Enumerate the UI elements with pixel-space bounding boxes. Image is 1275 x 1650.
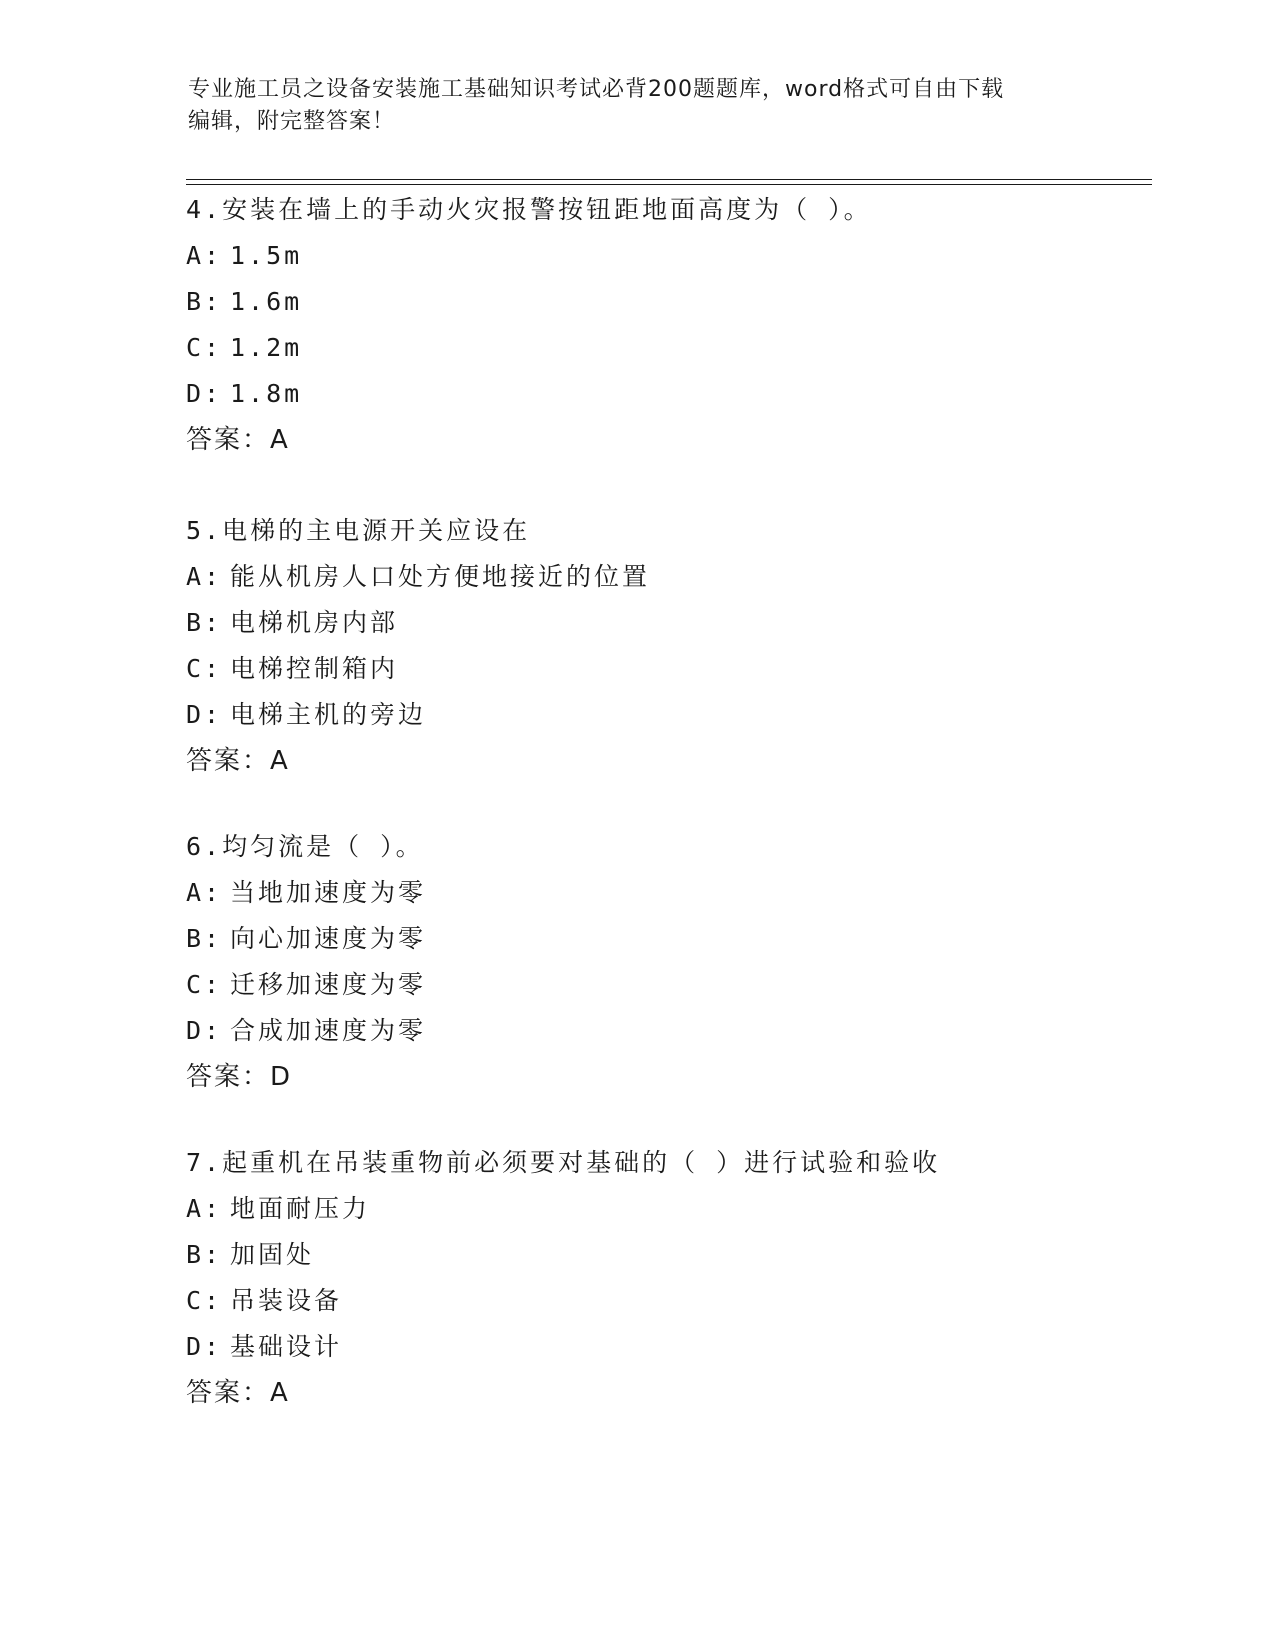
option-letter: D: <box>186 379 223 408</box>
option-letter: D: <box>186 700 223 729</box>
question-block <box>186 824 1146 1100</box>
option-text: 向心加速度为零 <box>230 924 427 953</box>
option-letter: C: <box>186 970 223 999</box>
question-title: 4.安装在墙上的手动火灾报警按钮距地面高度为（ ）。 <box>186 195 872 224</box>
answer-value: A <box>270 746 290 776</box>
option-text: 1.8m <box>230 379 303 408</box>
option-text: 加固处 <box>230 1240 315 1269</box>
option-text: 迁移加速度为零 <box>230 970 427 999</box>
header-line-1: 专业施工员之设备安装施工基础知识考试必背200题题库，word格式可自由下载 <box>188 77 1005 102</box>
option-c <box>186 646 1146 692</box>
header-line-2: 编辑，附完整答案！ <box>188 109 396 134</box>
option-text: 当地加速度为零 <box>230 878 427 907</box>
option-letter: C: <box>186 654 223 683</box>
option-letter: B: <box>186 924 223 953</box>
option-letter: B: <box>186 1240 223 1269</box>
option-d <box>186 1324 1146 1370</box>
option-letter: A: <box>186 562 223 591</box>
answer-line <box>186 417 1146 463</box>
option-d <box>186 1008 1146 1054</box>
option-text: 电梯控制箱内 <box>230 654 399 683</box>
option-a <box>186 233 1146 279</box>
question-block <box>186 508 1146 784</box>
option-c <box>186 1278 1146 1324</box>
question-block <box>186 1140 1146 1416</box>
question-title: 5.电梯的主电源开关应设在 <box>186 516 531 545</box>
document-header <box>188 74 1068 138</box>
answer-line <box>186 1370 1146 1416</box>
option-text: 1.6m <box>230 287 303 316</box>
option-b <box>186 916 1146 962</box>
answer-value: D <box>270 1062 293 1092</box>
answer-value: A <box>270 425 290 455</box>
answer-line <box>186 738 1146 784</box>
option-text: 地面耐压力 <box>230 1194 371 1223</box>
question-title: 6.均匀流是（ ）。 <box>186 832 424 861</box>
header-divider-bottom <box>186 184 1152 185</box>
option-d <box>186 371 1146 417</box>
answer-line <box>186 1054 1146 1100</box>
option-letter: C: <box>186 1286 223 1315</box>
option-letter: B: <box>186 287 223 316</box>
option-a <box>186 554 1146 600</box>
option-c <box>186 962 1146 1008</box>
option-letter: B: <box>186 608 223 637</box>
option-text: 电梯主机的旁边 <box>230 700 427 729</box>
option-text: 电梯机房内部 <box>230 608 399 637</box>
option-c <box>186 325 1146 371</box>
option-letter: D: <box>186 1332 223 1361</box>
option-b <box>186 1232 1146 1278</box>
answer-label: 答案： <box>186 1378 271 1408</box>
option-a <box>186 1186 1146 1232</box>
option-letter: D: <box>186 1016 223 1045</box>
answer-value: A <box>270 1378 290 1408</box>
option-a <box>186 870 1146 916</box>
option-text: 基础设计 <box>230 1332 343 1361</box>
option-letter: A: <box>186 1194 223 1223</box>
option-letter: A: <box>186 241 223 270</box>
answer-label: 答案： <box>186 1062 271 1092</box>
header-divider-top <box>186 179 1152 180</box>
option-text: 1.2m <box>230 333 303 362</box>
answer-label: 答案： <box>186 425 271 455</box>
option-text: 合成加速度为零 <box>230 1016 427 1045</box>
question-title: 7.起重机在吊装重物前必须要对基础的（ ）进行试验和验收 <box>186 1148 941 1177</box>
answer-label: 答案： <box>186 746 271 776</box>
option-b <box>186 600 1146 646</box>
option-d <box>186 692 1146 738</box>
option-text: 1.5m <box>230 241 303 270</box>
option-letter: A: <box>186 878 223 907</box>
option-text: 吊装设备 <box>230 1286 343 1315</box>
option-letter: C: <box>186 333 223 362</box>
option-b <box>186 279 1146 325</box>
option-text: 能从机房人口处方便地接近的位置 <box>230 562 651 591</box>
question-block <box>186 187 1146 463</box>
